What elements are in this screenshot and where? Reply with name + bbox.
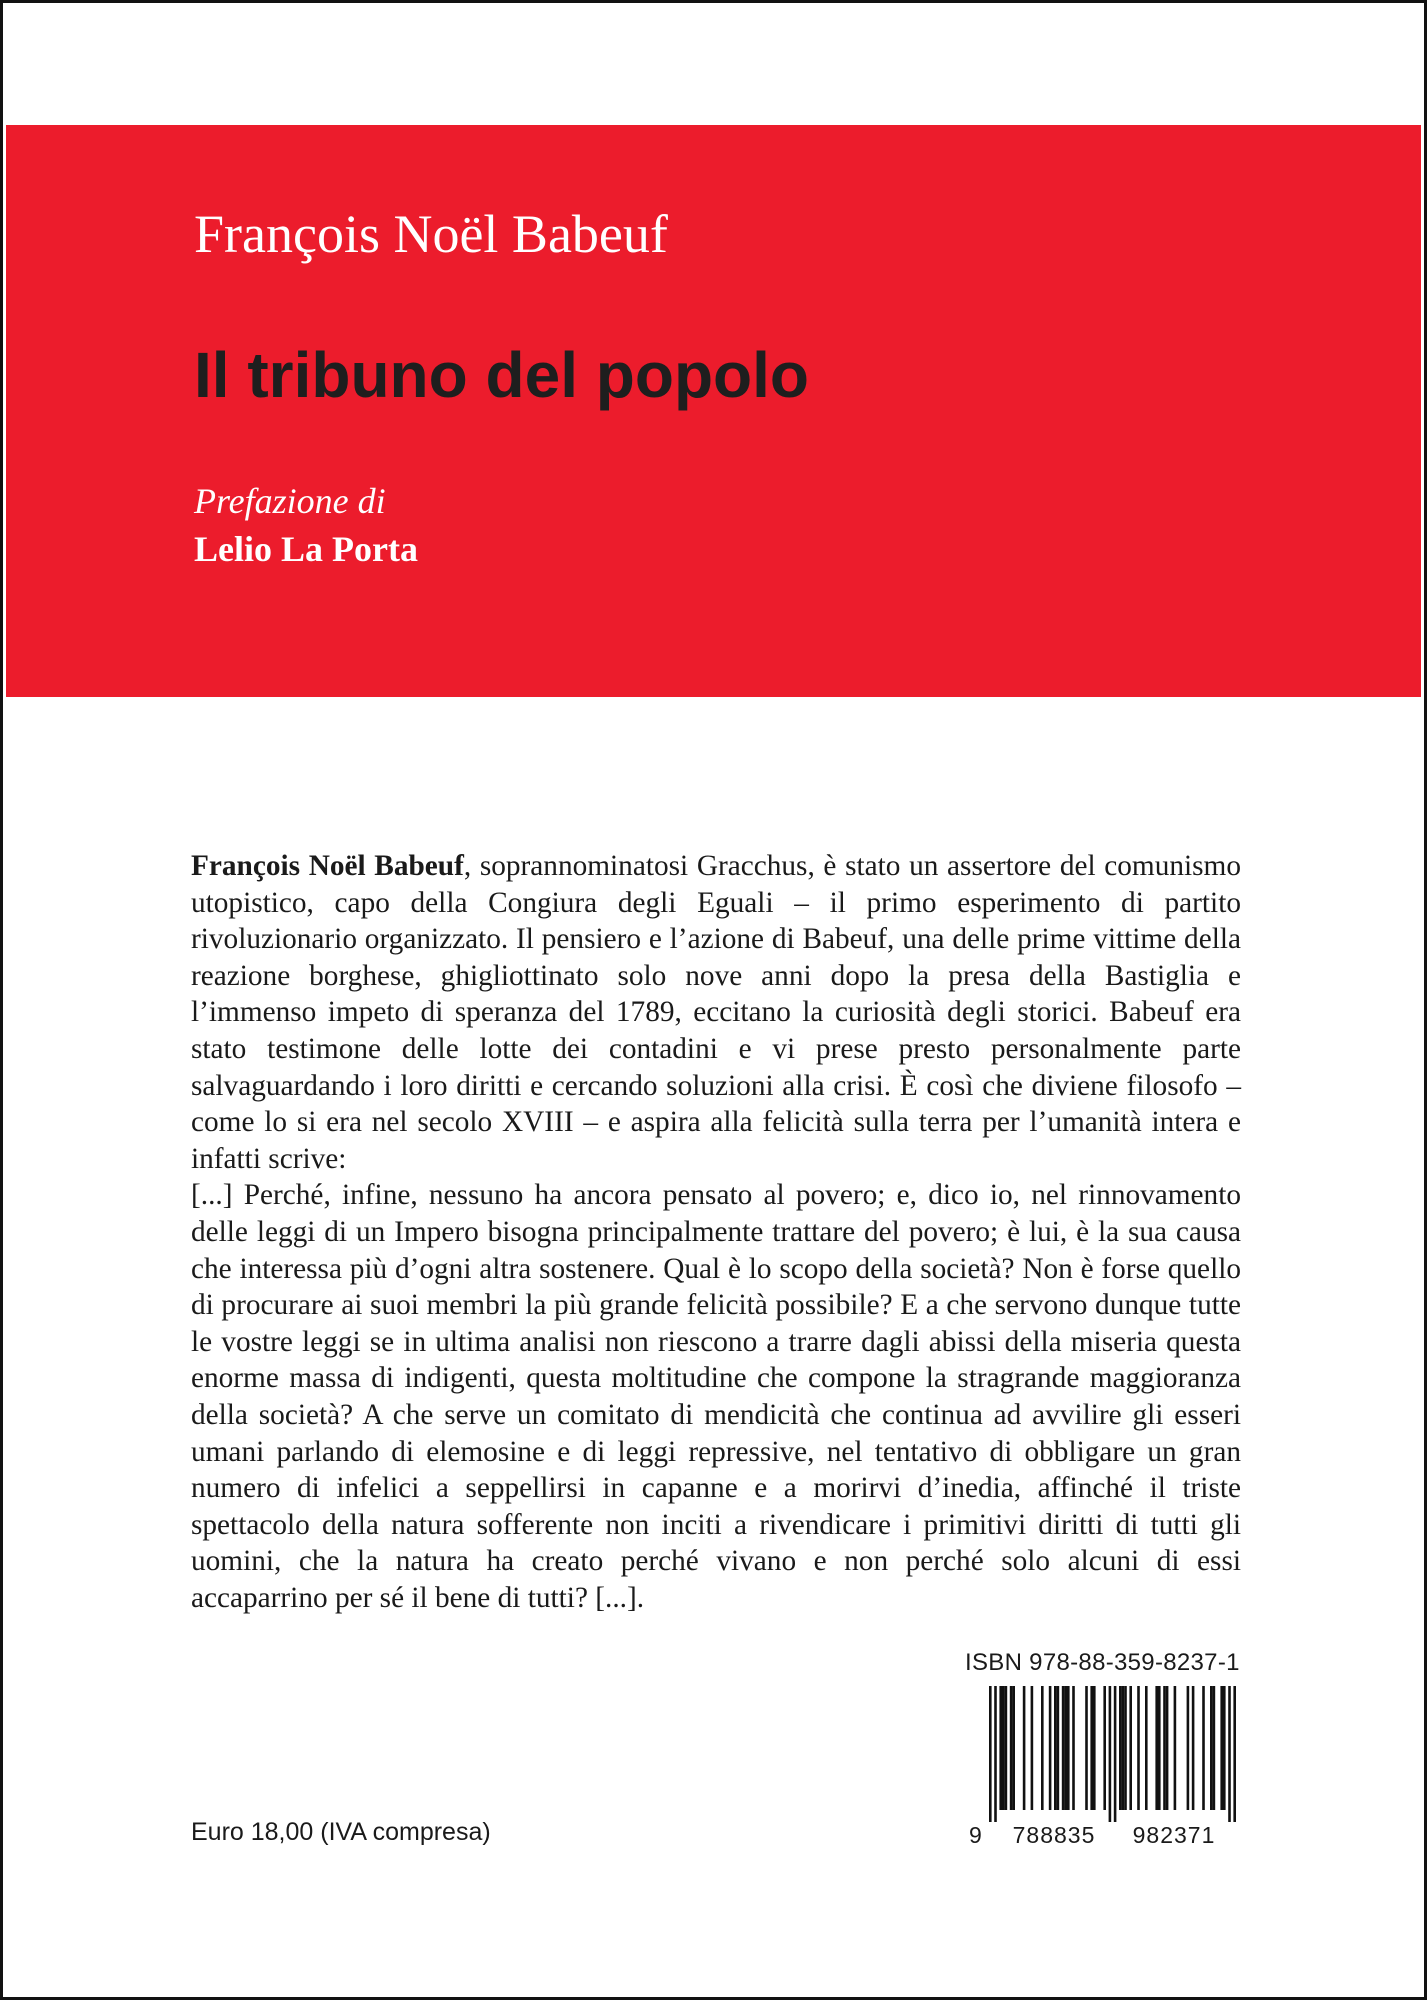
barcode-bar [1041, 1686, 1044, 1810]
barcode-bar [1010, 1686, 1013, 1810]
barcode-bar [1122, 1686, 1125, 1810]
barcode-bar [1174, 1686, 1177, 1810]
price-label: Euro 18,00 (IVA compresa) [191, 1818, 491, 1846]
cover-title: Il tribuno del popolo [194, 339, 809, 411]
barcode-bar [1119, 1686, 1122, 1810]
blurb-intro-text: , soprannominatosi Gracchus, è stato un assertore del comunismo utopistico, capo della Congiura degli Eguali – il primo esperimento di partito rivoluzionario organizzato. Il pensiero e l’azione di Babeuf, una delle prime vittime della reazione borghese, ghigliottinato solo nove anni dopo la presa della Bastiglia e l’immenso impeto di speranza del 1789, eccitano la curiosità degli storici. Babeuf era stato testimone delle lotte dei contadini e vi prese presto personalmente parte salvaguardando i loro diritti e cercando soluzioni alla crisi. È così che diviene filosofo – come lo si era nel secolo XVIII – e aspira alla felicità sulla terra per l’umanità intera e infatti scrive: [191, 850, 1241, 1175]
barcode-bar [1012, 1686, 1015, 1810]
barcode-digit-first: 9 [969, 1822, 982, 1848]
barcode-guard-bar [989, 1686, 992, 1822]
barcode-bar [1145, 1686, 1148, 1810]
barcode-bar [1210, 1686, 1213, 1810]
barcode-bar [1031, 1686, 1034, 1810]
barcode-bar [1223, 1686, 1226, 1810]
preface-label: Prefazione di [194, 481, 386, 521]
barcode-bar [1202, 1686, 1205, 1810]
barcode-bar [1220, 1686, 1223, 1810]
barcode-bar [1137, 1686, 1140, 1810]
barcode-bar [1064, 1686, 1067, 1810]
barcode-bar [1093, 1686, 1096, 1810]
barcode-guard-bar [994, 1686, 997, 1822]
barcode-bar [1049, 1686, 1052, 1810]
barcode-bar [1062, 1686, 1065, 1810]
barcode-guard-bar [1109, 1686, 1112, 1822]
cover-author: François Noël Babeuf [194, 204, 668, 264]
barcode-bar [1129, 1686, 1132, 1810]
blurb-quote-paragraph: [...] Perché, infine, nessuno ha ancora pensato al povero; e, dico io, nel rinnovamento delle leggi di un Impero bisogna principalmente trattare del povero; è lui, è la sua causa che interessa più d’ogni altra sostenere. Qual è lo scopo della società? Non è forse quello di procurare ai suoi membri la più grande felicità possibile? E a che servono dunque tutte le vostre leggi se in ultima analisi non riescono a trarre dagli abissi della miseria questa enorme massa di indigenti, questa moltitudine che compone la stragrande maggioranza della società? A che serve un comitato di mendicità che continua ad avvilire gli esseri umani parlando di elemosine e di leggi repressive, nel tentativo di obbligare un gran numero di infelici a seppellirsi in capanne e a morirvi d’inedia, affinché il triste spettacolo della natura sofferente non inciti a rivendicare i primitivi diritti di tutti gli uomini, che la natura ha creato perché vivano e non perché solo alcuni di essi accaparrino per sé il bene di tutti? [...]. [191, 1179, 1241, 1614]
isbn-barcode [969, 1686, 1239, 1822]
barcode-bar [1213, 1686, 1216, 1810]
barcode-bar [1163, 1686, 1166, 1810]
barcode-bar [999, 1686, 1002, 1810]
barcode-bar [1158, 1686, 1161, 1810]
barcode-bar [1023, 1686, 1026, 1810]
barcode-digits-right: 982371 [1132, 1822, 1216, 1848]
barcode-bar [1005, 1686, 1008, 1810]
barcode-bar [1124, 1686, 1127, 1810]
back-cover-blurb [191, 848, 1241, 1616]
barcode-bar [1054, 1686, 1057, 1810]
isbn-label: ISBN 978-88-359-8237-1 [965, 1649, 1240, 1676]
barcode-bar [1103, 1686, 1106, 1810]
barcode-digits [969, 1821, 1239, 1849]
barcode-guard-bar [1114, 1686, 1117, 1822]
barcode-guard-bar [1228, 1686, 1231, 1822]
barcode-bar [1072, 1686, 1075, 1810]
preface-author: Lelio La Porta [194, 529, 418, 569]
barcode-bar [1057, 1686, 1060, 1810]
barcode-bar [1155, 1686, 1158, 1810]
barcode-bar [1002, 1686, 1005, 1810]
blurb-lead-name: François Noël Babeuf [191, 850, 464, 882]
barcode-guard-bar [1233, 1686, 1236, 1822]
barcode-bar [1090, 1686, 1093, 1810]
barcode-bar [1067, 1686, 1070, 1810]
barcode-bar [1166, 1686, 1169, 1810]
barcode-digits-left: 788835 [1012, 1822, 1096, 1848]
blurb-intro-paragraph [191, 848, 1241, 1177]
barcode-bar [1085, 1686, 1088, 1810]
red-title-band [6, 125, 1421, 697]
barcode-bar [1192, 1686, 1195, 1810]
barcode-bar [1187, 1686, 1190, 1810]
